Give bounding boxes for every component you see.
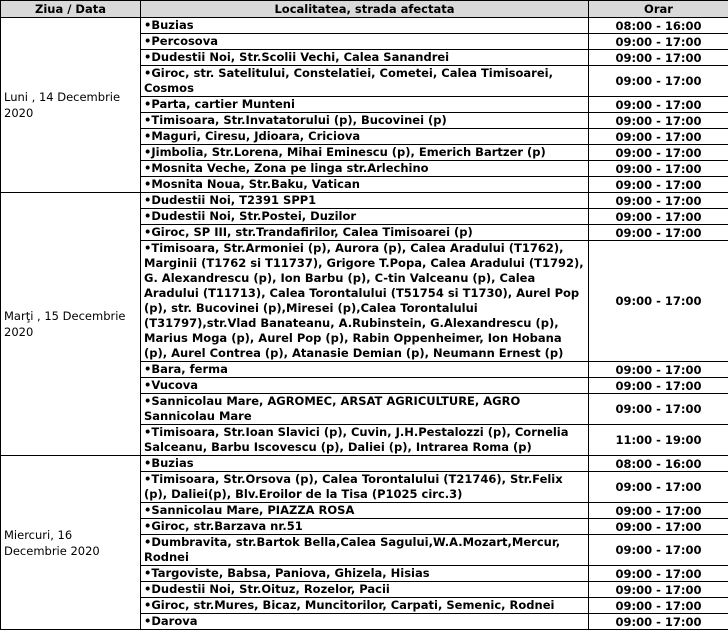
hours-cell: 08:00 - 16:00 [589, 18, 728, 34]
hours-cell: 09:00 - 17:00 [589, 241, 728, 362]
location-cell: •Dudestii Noi, Str.Postei, Duzilor [141, 209, 589, 225]
table-row [1, 193, 728, 209]
hours-cell: 09:00 - 17:00 [589, 50, 728, 66]
location-cell: •Timisoara, Str.Orsova (p), Calea Torontalului (T21746), Str.Felix (p), Daliei(p), Blv.Eroilor de la Tisa (P1025 circ.3) [141, 472, 589, 503]
location-cell: •Vucova [141, 378, 589, 394]
hours-cell: 09:00 - 17:00 [589, 614, 728, 630]
hours-cell: 09:00 - 17:00 [589, 177, 728, 193]
hours-cell: 09:00 - 17:00 [589, 34, 728, 50]
header-location: Localitatea, strada afectata [141, 1, 589, 18]
table-body [1, 18, 728, 630]
hours-cell: 09:00 - 17:00 [589, 209, 728, 225]
location-cell: •Dudestii Noi, T2391 SPP1 [141, 193, 589, 209]
hours-cell: 09:00 - 17:00 [589, 566, 728, 582]
hours-cell: 09:00 - 17:00 [589, 113, 728, 129]
location-cell: •Timisoara, Str.Ioan Slavici (p), Cuvin, J.H.Pestalozzi (p), Cornelia Salceanu, Barbu Iscovescu (p), Daliei (p), Intrarea Roma (p) [141, 425, 589, 456]
location-cell: •Buzias [141, 456, 589, 472]
hours-cell: 09:00 - 17:00 [589, 598, 728, 614]
location-cell: •Dudestii Noi, Str.Scolii Vechi, Calea Sanandrei [141, 50, 589, 66]
header-day: Ziua / Data [1, 1, 141, 18]
hours-cell: 09:00 - 17:00 [589, 503, 728, 519]
location-cell: •Percosova [141, 34, 589, 50]
day-cell: Marţi , 15 Decembrie 2020 [1, 193, 141, 456]
hours-cell: 08:00 - 16:00 [589, 456, 728, 472]
location-cell: •Mosnita Noua, Str.Baku, Vatican [141, 177, 589, 193]
day-cell: Luni , 14 Decembrie 2020 [1, 18, 141, 193]
location-cell: •Buzias [141, 18, 589, 34]
table-row [1, 18, 728, 34]
hours-cell: 11:00 - 19:00 [589, 425, 728, 456]
location-cell: •Timisoara, Str.Invatatorului (p), Bucovinei (p) [141, 113, 589, 129]
hours-cell: 09:00 - 17:00 [589, 145, 728, 161]
hours-cell: 09:00 - 17:00 [589, 362, 728, 378]
hours-cell: 09:00 - 17:00 [589, 472, 728, 503]
hours-cell: 09:00 - 17:00 [589, 161, 728, 177]
location-cell: •Dudestii Noi, Str.Oituz, Rozelor, Pacii [141, 582, 589, 598]
location-cell: •Bara, ferma [141, 362, 589, 378]
hours-cell: 09:00 - 17:00 [589, 535, 728, 566]
table-row [1, 456, 728, 472]
hours-cell: 09:00 - 17:00 [589, 97, 728, 113]
hours-cell: 09:00 - 17:00 [589, 394, 728, 425]
location-cell: •Giroc, str.Mures, Bicaz, Muncitorilor, Carpati, Semenic, Rodnei [141, 598, 589, 614]
location-cell: •Giroc, str. Satelitului, Constelatiei, Cometei, Calea Timisoarei, Cosmos [141, 66, 589, 97]
table-header-row [1, 1, 728, 18]
location-cell: •Targoviste, Babsa, Paniova, Ghizela, Hisias [141, 566, 589, 582]
day-cell: Miercuri, 16 Decembrie 2020 [1, 456, 141, 630]
location-cell: •Darova [141, 614, 589, 630]
hours-cell: 09:00 - 17:00 [589, 519, 728, 535]
hours-cell: 09:00 - 17:00 [589, 129, 728, 145]
location-cell: •Giroc, str.Barzava nr.51 [141, 519, 589, 535]
location-cell: •Sannicolau Mare, AGROMEC, ARSAT AGRICULTURE, AGRO Sannicolau Mare [141, 394, 589, 425]
location-cell: •Dumbravita, str.Bartok Bella,Calea Sagului,W.A.Mozart,Mercur, Rodnei [141, 535, 589, 566]
location-cell: •Jimbolia, Str.Lorena, Mihai Eminescu (p), Emerich Bartzer (p) [141, 145, 589, 161]
header-schedule: Orar [589, 1, 728, 18]
location-cell: •Maguri, Ciresu, Jdioara, Criciova [141, 129, 589, 145]
hours-cell: 09:00 - 17:00 [589, 582, 728, 598]
location-cell: •Giroc, SP III, str.Trandafirilor, Calea Timisoarei (p) [141, 225, 589, 241]
location-cell: •Parta, cartier Munteni [141, 97, 589, 113]
location-cell: •Sannicolau Mare, PIAZZA ROSA [141, 503, 589, 519]
location-cell: •Timisoara, Str.Armoniei (p), Aurora (p), Calea Aradului (T1762), Marginii (T1762 si T11737), Grigore T.Popa, Calea Aradului (T1792), G. Alexandrescu (p), Ion Barbu (p), C-tin Valceanu (p), Calea Aradului (T11713), Calea Torontalului (T51754 si T1730), Aurel Pop (p), str. Bucovinei (p),Miresei (p),Calea Torontalului (T31797),str.Vlad Banateanu, A.Rubinstein, G.Alexandrescu (p), Marius Moga (p), Aurel Pop (p), Rabin Oppenheimer, Ion Hobana (p), Aurel Contrea (p), Atanasie Demian (p), Neumann Ernest (p) [141, 241, 589, 362]
hours-cell: 09:00 - 17:00 [589, 193, 728, 209]
hours-cell: 09:00 - 17:00 [589, 225, 728, 241]
hours-cell: 09:00 - 17:00 [589, 66, 728, 97]
location-cell: •Mosnita Veche, Zona pe linga str.Arlechino [141, 161, 589, 177]
hours-cell: 09:00 - 17:00 [589, 378, 728, 394]
